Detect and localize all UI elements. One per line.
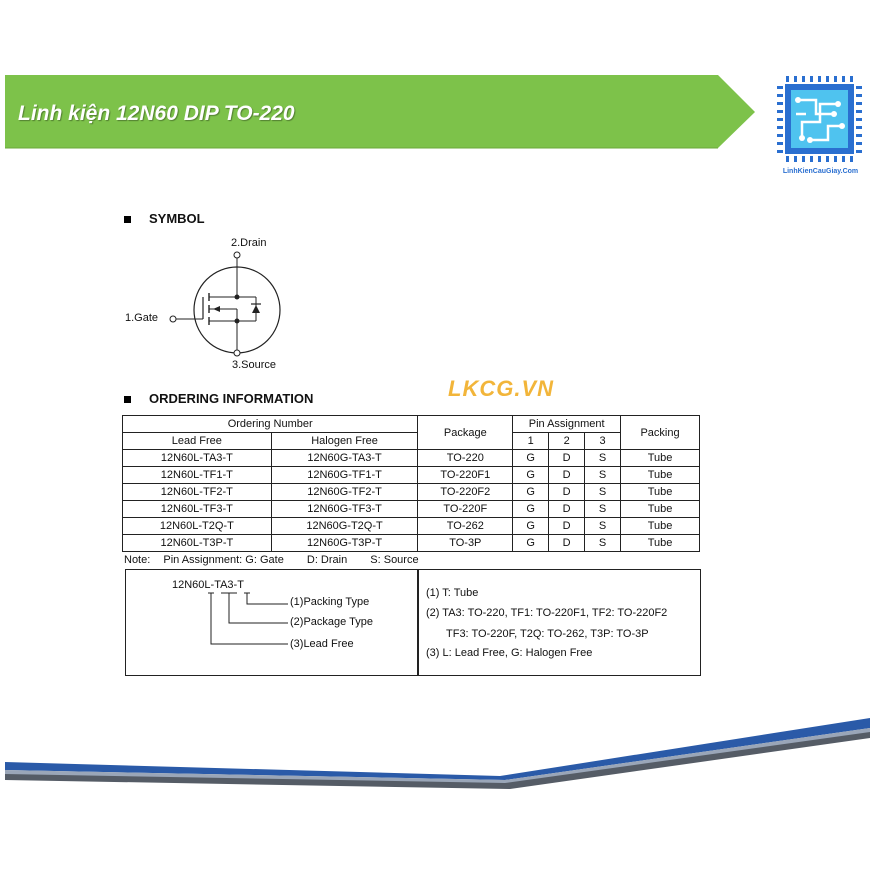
decoder-lead-free: (3)Lead Free <box>290 638 354 650</box>
table-row <box>123 501 700 518</box>
decoder-package-type: (2)Package Type <box>290 616 373 628</box>
gate-label: 1.Gate <box>125 312 159 324</box>
cell-lead-free: 12N60L-T3P-T <box>123 535 272 552</box>
cell-packing: Tube <box>621 518 700 535</box>
table-row <box>123 467 700 484</box>
cell-halogen-free: 12N60G-TA3-T <box>271 450 418 467</box>
decoder-part-number: 12N60L-TA3-T <box>172 579 244 591</box>
header-pin2: 2 <box>549 433 585 450</box>
note-prefix: Note: <box>124 554 151 566</box>
header-pin3: 3 <box>585 433 621 450</box>
cell-pin2: D <box>549 467 585 484</box>
cell-pin1: G <box>513 501 549 518</box>
cell-lead-free: 12N60L-T2Q-T <box>123 518 272 535</box>
cell-pin3: S <box>585 450 621 467</box>
header-ordering-number: Ordering Number <box>123 416 418 433</box>
cell-packing: Tube <box>621 535 700 552</box>
banner-title: Linh kiện 12N60 DIP TO-220 <box>18 102 295 125</box>
legend-line: TF3: TO-220F, T2Q: TO-262, T3P: TO-3P <box>446 628 649 640</box>
cell-pin1: G <box>513 535 549 552</box>
footer-swoosh <box>0 700 870 800</box>
symbol-heading-text: SYMBOL <box>149 211 205 226</box>
cell-package: TO-220F2 <box>418 484 513 501</box>
mosfet-symbol-diagram <box>160 245 290 360</box>
note-pin-assignment: Pin Assignment: G: Gate <box>163 554 284 566</box>
cell-package: TO-262 <box>418 518 513 535</box>
cell-halogen-free: 12N60G-T2Q-T <box>271 518 418 535</box>
cell-pin1: G <box>513 450 549 467</box>
legend-line: (2) TA3: TO-220, TF1: TO-220F1, TF2: TO-220F2 <box>426 607 668 619</box>
cell-packing: Tube <box>621 450 700 467</box>
cell-pin3: S <box>585 518 621 535</box>
bullet-square-icon <box>124 216 131 223</box>
cell-pin1: G <box>513 484 549 501</box>
cell-lead-free: 12N60L-TF3-T <box>123 501 272 518</box>
ordering-heading-text: ORDERING INFORMATION <box>149 391 314 406</box>
header-pin1: 1 <box>513 433 549 450</box>
note-drain: D: Drain <box>306 554 348 566</box>
table-note <box>124 554 439 566</box>
cell-lead-free: 12N60L-TA3-T <box>123 450 272 467</box>
cell-pin2: D <box>549 535 585 552</box>
cell-packing: Tube <box>621 467 700 484</box>
cell-pin3: S <box>585 484 621 501</box>
cell-halogen-free: 12N60G-TF1-T <box>271 467 418 484</box>
cell-packing: Tube <box>621 484 700 501</box>
cell-pin3: S <box>585 535 621 552</box>
header-packing: Packing <box>621 416 700 450</box>
title-banner <box>0 0 870 180</box>
cell-pin2: D <box>549 501 585 518</box>
cell-package: TO-220 <box>418 450 513 467</box>
table-row <box>123 535 700 552</box>
table-row <box>123 450 700 467</box>
decoder-packing-type: (1)Packing Type <box>290 596 370 608</box>
cell-pin3: S <box>585 501 621 518</box>
table-row <box>123 484 700 501</box>
cell-halogen-free: 12N60G-TF3-T <box>271 501 418 518</box>
header-pin-assignment: Pin Assignment <box>513 416 621 433</box>
bullet-square-icon <box>124 396 131 403</box>
table-row <box>123 518 700 535</box>
legend-line: (3) L: Lead Free, G: Halogen Free <box>426 647 593 659</box>
cell-pin1: G <box>513 518 549 535</box>
cell-halogen-free: 12N60G-T3P-T <box>271 535 418 552</box>
header-lead-free: Lead Free <box>123 433 272 450</box>
cell-pin2: D <box>549 518 585 535</box>
watermark: LKCG.VN <box>448 376 554 401</box>
note-source: S: Source <box>370 554 419 566</box>
cell-lead-free: 12N60L-TF2-T <box>123 484 272 501</box>
source-label: 3.Source <box>232 359 277 371</box>
cell-halogen-free: 12N60G-TF2-T <box>271 484 418 501</box>
drain-label: 2.Drain <box>231 237 267 249</box>
cell-package: TO-220F1 <box>418 467 513 484</box>
header-package: Package <box>418 416 513 450</box>
cell-pin2: D <box>549 450 585 467</box>
cell-package: TO-220F <box>418 501 513 518</box>
ordering-table <box>122 415 700 552</box>
cell-packing: Tube <box>621 501 700 518</box>
decoder-bracket-lines <box>200 590 300 650</box>
cell-lead-free: 12N60L-TF1-T <box>123 467 272 484</box>
symbol-heading <box>124 211 205 226</box>
cell-pin2: D <box>549 484 585 501</box>
cell-package: TO-3P <box>418 535 513 552</box>
chip-logo-icon <box>776 74 862 164</box>
ordering-heading <box>124 391 313 406</box>
cell-pin3: S <box>585 467 621 484</box>
logo-caption: LinhKienCauGiay.Com <box>782 168 859 175</box>
part-legend-box <box>417 569 701 676</box>
cell-pin1: G <box>513 467 549 484</box>
header-halogen-free: Halogen Free <box>271 433 418 450</box>
legend-line: (1) T: Tube <box>426 587 479 599</box>
